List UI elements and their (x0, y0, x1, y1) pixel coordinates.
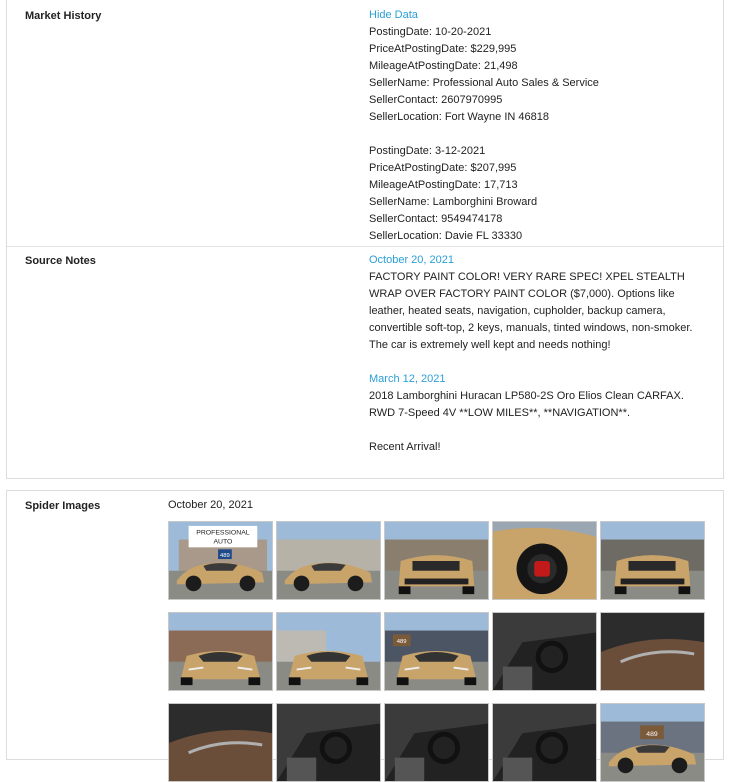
car-photo-icon (493, 704, 596, 781)
svg-text:489: 489 (646, 731, 658, 739)
car-photo-icon (601, 522, 704, 599)
spider-images-panel (6, 490, 724, 760)
market-history-entry (369, 143, 709, 245)
market-history-data (369, 7, 709, 245)
car-photo-icon (169, 522, 272, 599)
seller-location: SellerLocation: Fort Wayne IN 46818 (369, 111, 549, 123)
posting-date: PostingDate: 3-12-2021 (369, 145, 486, 157)
photo-storefront-489[interactable] (600, 703, 705, 782)
vehicle-history-panel (6, 0, 724, 479)
price-at-posting: PriceAtPostingDate: $207,995 (369, 162, 517, 174)
mileage-at-posting: MileageAtPostingDate: 21,498 (369, 60, 518, 72)
photo-front-straight[interactable] (168, 612, 273, 691)
car-photo-icon (601, 613, 704, 690)
spider-images-label: Spider Images (25, 500, 101, 512)
seller-contact: SellerContact: 2607970995 (369, 94, 503, 106)
car-photo-icon (601, 704, 704, 781)
photo-front-left-dealer-sign[interactable] (168, 521, 273, 600)
photo-door-panel[interactable] (600, 612, 705, 691)
car-photo-icon (277, 522, 380, 599)
source-notes-label: Source Notes (25, 255, 96, 267)
svg-text:489: 489 (396, 639, 407, 646)
svg-text:AUTO: AUTO (213, 538, 233, 546)
seller-name: SellerName: Professional Auto Sales & Service (369, 77, 599, 89)
hide-data-link[interactable]: Hide Data (369, 9, 418, 21)
note-text: 2018 Lamborghini Huracan LP580-2S Oro Elios Clean CARFAX. RWD 7-Speed 4V **LOW MILES**, **NAVIGATION**. (369, 390, 684, 419)
photo-dashboard[interactable] (384, 703, 489, 782)
car-photo-icon (493, 522, 596, 599)
car-photo-icon (277, 613, 380, 690)
photo-front-left[interactable] (276, 612, 381, 691)
spider-images-date: October 20, 2021 (168, 499, 254, 511)
seller-name: SellerName: Lamborghini Broward (369, 196, 538, 208)
car-photo-icon (169, 704, 272, 781)
car-photo-icon (385, 704, 488, 781)
note-text: FACTORY PAINT COLOR! VERY RARE SPEC! XPEL STEALTH WRAP OVER FACTORY PAINT COLOR ($7,000). Options like leather, heated seats, navigation, cupholder, backup camera, convertible soft-top, 2 keys, manuals, tinted windows, non-smoker. The car is extremely well kept and needs nothing! (369, 271, 693, 351)
seller-contact: SellerContact: 9549474178 (369, 213, 503, 225)
car-photo-icon (493, 613, 596, 690)
mileage-at-posting: MileageAtPostingDate: 17,713 (369, 179, 518, 191)
row-divider (7, 246, 723, 247)
car-photo-icon (277, 704, 380, 781)
photo-rear-straight[interactable] (384, 521, 489, 600)
photo-rear-right[interactable] (600, 521, 705, 600)
posting-date: PostingDate: 10-20-2021 (369, 26, 492, 38)
source-notes-data (369, 252, 709, 456)
photo-interior-door-open[interactable] (492, 612, 597, 691)
photo-steering-wheel[interactable] (492, 703, 597, 782)
photo-wheel-closeup[interactable] (492, 521, 597, 600)
price-at-posting: PriceAtPostingDate: $229,995 (369, 43, 517, 55)
photo-door-trim[interactable] (168, 703, 273, 782)
svg-text:PROFESSIONAL: PROFESSIONAL (196, 529, 250, 537)
market-history-label: Market History (25, 10, 102, 22)
market-history-entry (369, 24, 709, 126)
car-photo-icon (385, 522, 488, 599)
photo-interior-seat[interactable] (276, 703, 381, 782)
note-date-link[interactable]: October 20, 2021 (369, 254, 455, 266)
note-date-link[interactable]: March 12, 2021 (369, 373, 446, 385)
car-photo-icon (385, 613, 488, 690)
photo-rear-left-elevated[interactable] (276, 521, 381, 600)
photo-front-right-storefront[interactable] (384, 612, 489, 691)
seller-location: SellerLocation: Davie FL 33330 (369, 230, 523, 242)
svg-text:489: 489 (220, 553, 230, 560)
note-extra: Recent Arrival! (369, 441, 441, 453)
car-photo-icon (169, 613, 272, 690)
